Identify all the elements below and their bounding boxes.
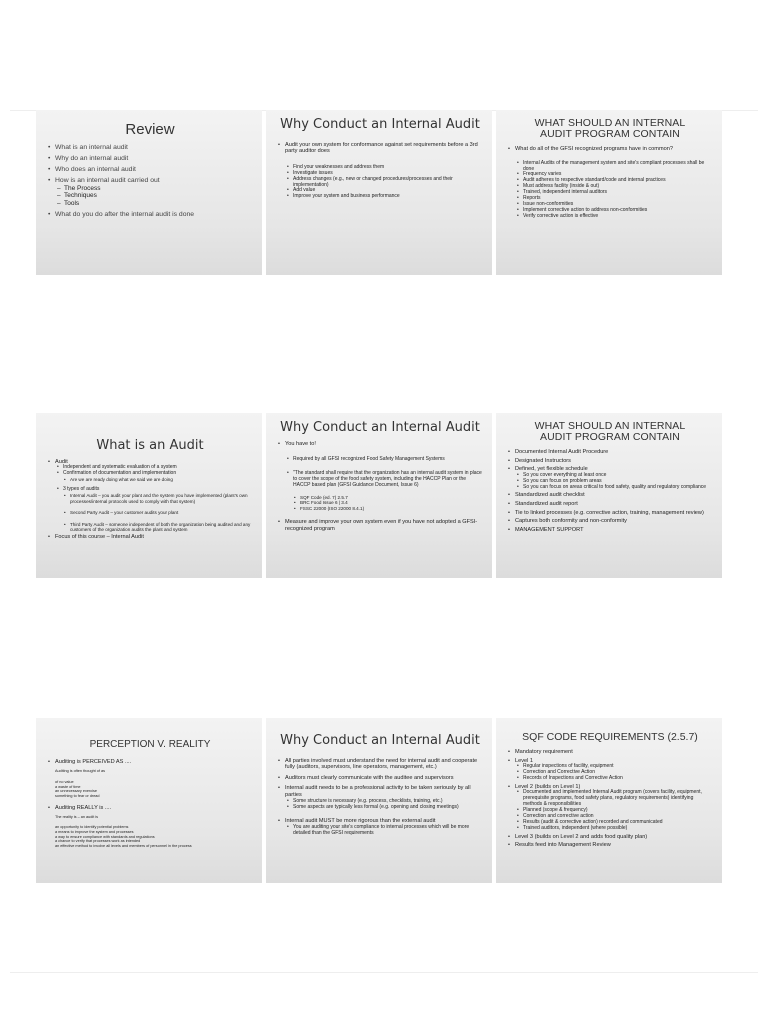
bullet: • Who does an internal audit [48, 166, 252, 174]
sub-bullet: • Find your weaknesses and address them [278, 165, 482, 171]
slide-title: What is an Audit [96, 438, 204, 453]
slide-title: Why Conduct an Internal Audit [280, 733, 480, 748]
bullet: • You have to! [278, 441, 482, 448]
bullet-list [508, 146, 712, 220]
slide-review [36, 110, 262, 275]
list-line: an opportunity to identify potential problems [55, 825, 129, 830]
slide-title [508, 732, 712, 743]
slide-program-contain-2 [496, 413, 722, 578]
bullet: • Internal audit needs to be a professional activity to be taken seriously by all parties [278, 785, 482, 798]
bullet: • Measure and improve your own system even if you have not adopted a GFSI-recognized program [278, 519, 482, 532]
sub-bullet: • Confirmation of documentation and implementation [48, 471, 252, 477]
sub-bullet: • Internal Audits of the management system and site's compliant processes shall be done [508, 161, 712, 173]
bullet: • Standardized audit report [508, 501, 712, 508]
caption-text: The reality is – an audit is [55, 815, 99, 820]
slide-title: PERCEPTION V. REALITY [89, 739, 211, 750]
sub-bullet: • Add value [278, 188, 482, 194]
bullet: • Designated Instructors [508, 458, 712, 465]
sub-bullet: – Tools [48, 200, 252, 208]
slide-why-conduct-3 [266, 718, 492, 883]
bullet: • MANAGEMENT SUPPORT [508, 527, 712, 534]
slide-title-main: SQF CODE REQUIREMENTS [522, 731, 665, 743]
list-line: a means to improve the system and processes [55, 829, 134, 834]
bullet-list [48, 459, 252, 541]
list-line: of no value [55, 779, 74, 784]
sub-bullet: • Correction and Corrective Action [508, 770, 712, 776]
bullet: • Why do an internal audit [48, 155, 252, 163]
bullet: • Level 2 (builds on Level 1) [508, 784, 712, 791]
bullet-list [278, 758, 482, 837]
bullet: • Level 3 (builds on Level 2 and adds food quality plan) [508, 834, 712, 841]
sub-bullet: • Address changes (e.g., new or changed procedures/processes and their implementation) [278, 177, 482, 189]
sub-bullet: • Audit adheres to respective standard/code and internal practices [508, 178, 712, 184]
bullet: • Auditors must clearly communicate with the auditee and supervisors [278, 775, 482, 782]
sub-bullet: • Issue non-conformities [508, 202, 712, 208]
bullet-list [278, 441, 482, 533]
list-line: a way to ensure compliance with standards and regulations [55, 834, 155, 839]
sub-bullet: • You are auditing your site's compliance to internal processes which will be more detailed than the GFSI requirements [278, 825, 482, 837]
bullet: • How is an internal audit carried out [48, 177, 252, 185]
sub-bullet: • So you cover everything at least once [508, 473, 712, 479]
bullet-list [48, 759, 252, 849]
bullet: • Focus of this course – Internal Audit [48, 534, 252, 541]
sub-bullet: • Must address facility (inside & out) [508, 184, 712, 190]
bullet-list [278, 142, 482, 201]
bullet-list [508, 749, 712, 849]
sub-bullet: • Verify corrective action is effective [508, 214, 712, 220]
bullet: • All parties involved must understand the need for internal audit and cooperate fully (auditors, supervisors, line operators, management, etc.) [278, 758, 482, 771]
sub-sub-bullet: • Internal Audit – you audit your plant and the system you have implemented (plant's own processes/internal protocols used to comply with that system) [48, 493, 252, 504]
sub-bullet: • Results (audit & corrective action) recorded and communicated [508, 820, 712, 826]
sub-bullet: • Reports [508, 196, 712, 202]
slide-why-conduct-2 [266, 413, 492, 578]
sub-bullet: • Improve your system and business performance [278, 194, 482, 200]
slide-title: Review [125, 121, 175, 138]
bullet: • Mandatory requirement [508, 749, 712, 756]
sub-bullet: • Regular inspections of facility, equipment [508, 764, 712, 770]
sub-bullet: • Frequency varies [508, 172, 712, 178]
sub-bullet: • Some aspects are typically less formal (e.g. opening and closing meetings) [278, 805, 482, 811]
slide-title: Why Conduct an Internal Audit [280, 420, 480, 435]
bullet: • What do you do after the internal audit is done [48, 211, 252, 219]
sub-bullet: • 3 types of audits [48, 487, 252, 493]
sub-bullet: – Techniques [48, 192, 252, 200]
sub-bullet: • Implement corrective action to address non-conformities [508, 208, 712, 214]
list-line: something to fear or dread [55, 794, 100, 799]
bullet: • Results feed into Management Review [508, 842, 712, 849]
sub-sub-bullet: • FSSC 22000 (ISO 22000 8.4.1) [278, 506, 482, 511]
bullet-list [508, 449, 712, 533]
bullet: • What is an internal audit [48, 144, 252, 152]
sub-bullet: • Some structure is necessary (e.g. process, checklists, training, etc.) [278, 799, 482, 805]
slide-sqf-requirements [496, 718, 722, 883]
slide-program-contain-1 [496, 110, 722, 275]
sub-sub-bullet: • Are we are ready doing what we said we are doing [48, 477, 252, 482]
sub-bullet: • Required by all GFSI recognized Food Safety Management Systems [278, 457, 482, 463]
sub-bullet: • Correction and corrective action [508, 814, 712, 820]
sub-bullet: • Documented and implemented Internal Audit program (covers facility, equipment, prerequisite programs, food safety plans, regulatory requirements) identifying methods & responsibilities [508, 790, 712, 808]
bullet: • Defined, yet flexible schedule [508, 466, 712, 473]
sub-sub-bullet: • BRC Food Issue 6 | 3.4 [278, 500, 482, 505]
sub-bullet: • Investigate issues [278, 171, 482, 177]
sub-bullet: • Independent and systematic evaluation of a system [48, 465, 252, 471]
sub-bullet: • Records of Inspections and Corrective Action [508, 776, 712, 782]
bullet: • What do all of the GFSI recognized programs have in common? [508, 146, 712, 153]
bullet: • Audit [48, 459, 252, 466]
bullet: • Tie to linked processes (e.g. corrective action, training, management review) [508, 510, 712, 517]
list-line: a chance to verify that processes work as intended [55, 839, 141, 844]
sub-sub-bullet: • SQF Code (ed. 7) 2.5.7 [278, 495, 482, 500]
bullet-list [48, 144, 252, 219]
slide-perception-reality [36, 718, 262, 883]
bullet: • Internal audit MUST be more rigorous than the external audit [278, 818, 482, 825]
slide-title: Why Conduct an Internal Audit [280, 117, 480, 132]
sub-bullet: – The Process [48, 185, 252, 193]
bullet: • Level 1 [508, 758, 712, 765]
sub-bullet: • Trained, independent internal auditors [508, 190, 712, 196]
list-line: an effective method to involve all levels and members of personnel in the process [55, 844, 192, 849]
sub-sub-bullet: • Second Party Audit – your customer audits your plant [48, 510, 252, 515]
sub-bullet: • "The standard shall require that the organization has an internal audit system in place to cover the scope of the food safety system, including the HACCP Plan or the HACCP based plan (GFSI Guidance Document, Issue 6) [278, 471, 482, 489]
slide-why-conduct-1 [266, 110, 492, 275]
bullet: • Documented Internal Audit Procedure [508, 449, 712, 456]
list-line: a waste of time [55, 784, 81, 789]
bullet: • Captures both conformity and non-conformity [508, 518, 712, 525]
slide-title-ref: (2.5.7) [667, 731, 698, 743]
caption-text: Auditing is often thought of as [55, 769, 106, 774]
bullet: • Audit your own system for conformance against set requirements before a 3rd party auditor does [278, 142, 482, 155]
slide-title: WHAT SHOULD AN INTERNAL AUDIT PROGRAM CONTAIN [534, 117, 686, 141]
list-line: an unnecessary exercise [55, 789, 97, 794]
sub-sub-bullet: • Third Party Audit – someone independent of both the organization being audited and any customers of the organization audits the plant and system [48, 522, 252, 533]
sub-bullet: • Planned (scope & frequency) [508, 808, 712, 814]
sub-bullet: • So you can focus on areas critical to food safety, quality and regulatory compliance [508, 485, 712, 491]
sub-bullet: • Trained auditors, independent (where possible) [508, 826, 712, 832]
bullet: • Standardized audit checklist [508, 492, 712, 499]
bullet: • Auditing is PERCEIVED AS .... [48, 759, 252, 766]
bullet: • Auditing REALLY is .... [48, 805, 252, 812]
scan-rule-bottom [10, 972, 758, 973]
slide-title: WHAT SHOULD AN INTERNAL AUDIT PROGRAM CONTAIN [534, 420, 686, 444]
sub-bullet: • So you can focus on problem areas [508, 479, 712, 485]
slide-what-is-audit [36, 413, 262, 578]
